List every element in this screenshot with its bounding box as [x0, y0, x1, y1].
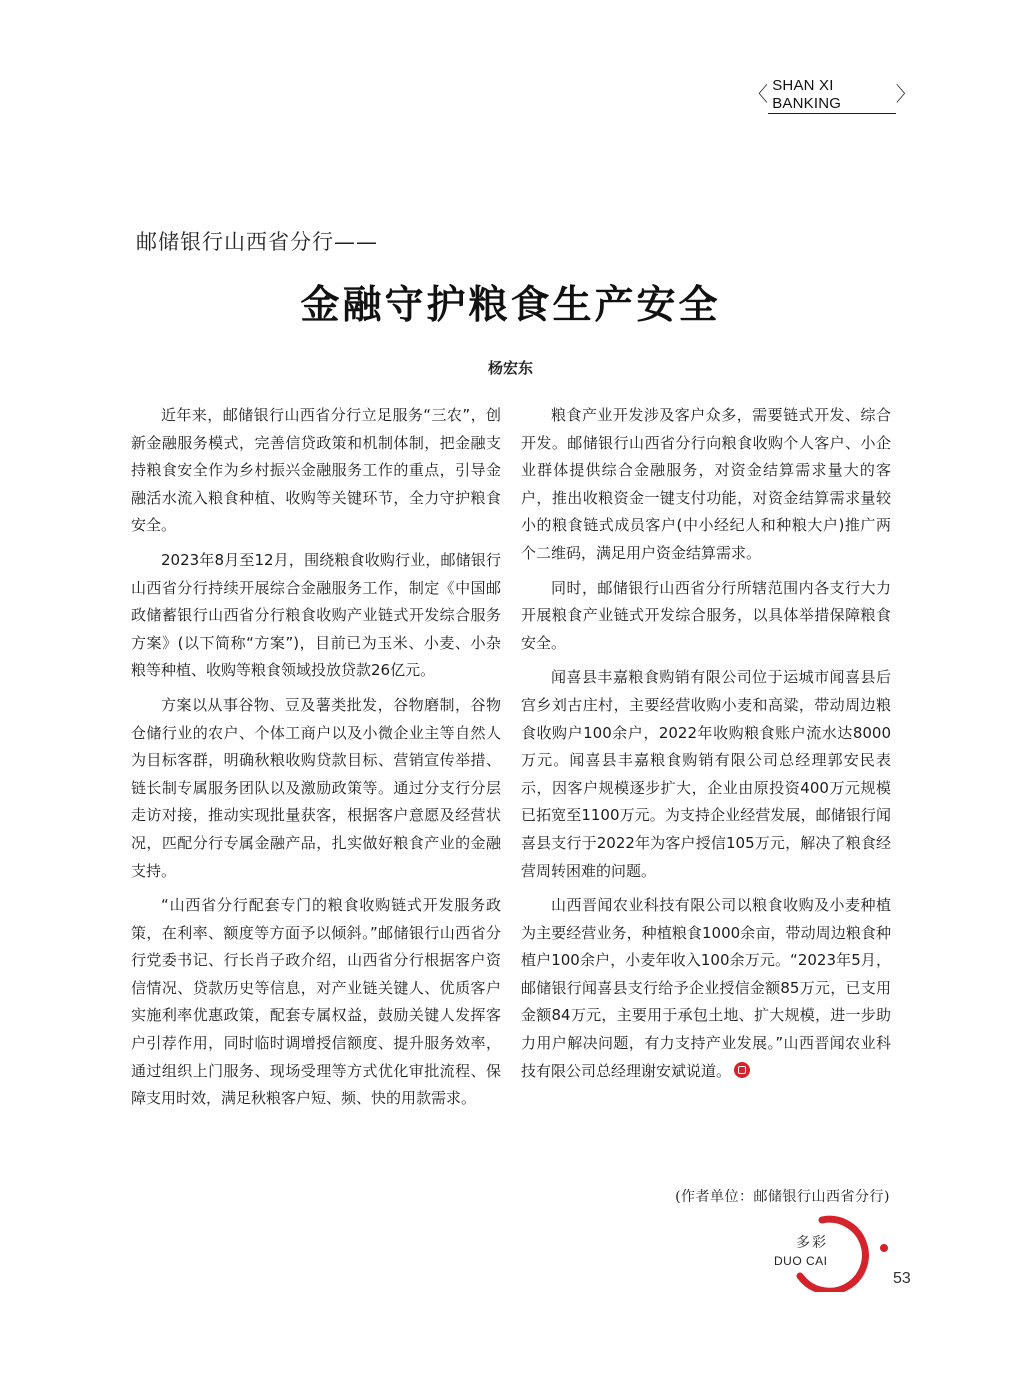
- paragraph: 近年来，邮储银行山西省分行立足服务“三农”，创新金融服务模式，完善信贷政策和机制体制，把金融支持粮食安全作为乡村振兴金融服务工作的重点，引导金融活水流入粮食种植、收购等关键环节，全力守护粮食安全。: [131, 406, 501, 535]
- paragraph: 闻喜县丰嘉粮食购销有限公司位于运城市闻喜县后宫乡刘古庄村，主要经营收购小麦和高粱，带动周边粮食收购户100余户，2022年收购粮食账户流水达8000万元。闻喜县丰嘉粮食购销有限公司总经理郭安民表示，因客户规模逐步扩大，企业由原投资400万元规模已拓宽至1100万元。为支持企业经营发展，邮储银行闻喜县支行于2022年为客户授信105万元，解决了粮食经营周转困难的问题。: [521, 668, 891, 880]
- paragraph: 2023年8月至12月，围绕粮食收购行业，邮储银行山西省分行持续开展综合金融服务工作，制定《中国邮政储蓄银行山西省分行粮食收购产业链式开发综合服务方案》(以下简称“方案”)，目前已为玉米、小麦、小杂粮等种植、收购等粮食领域投放贷款26亿元。: [131, 550, 501, 680]
- section-tag-text: SHAN XI BANKING: [768, 77, 896, 114]
- article-kicker: 邮储银行山西省分行——: [136, 230, 378, 254]
- tag-right-bracket: 〉: [895, 84, 916, 106]
- page-number: 53: [893, 1270, 911, 1287]
- author-affiliation: (作者单位：邮储银行山西省分行): [675, 1189, 890, 1205]
- article-title: 金融守护粮食生产安全: [300, 282, 721, 328]
- end-mark-icon: [734, 1062, 750, 1078]
- section-logo-en: DUO CAI: [774, 1254, 828, 1268]
- tag-left-bracket: 〈: [748, 84, 769, 106]
- paragraph: 同时，邮储银行山西省分行所辖范围内各支行大力开展粮食产业链式开发综合服务，以具体举措保障粮食安全。: [521, 578, 891, 652]
- paragraph: 方案以从事谷物、豆及薯类批发，谷物磨制，谷物仓储行业的农户、个体工商户以及小微企业主等自然人为目标客群，明确秋粮收购贷款目标、营销宣传举措、链长制专属服务团队以及激励政策等。通过分支行分层走访对接，推动实现批量获客，根据客户意愿及经营状况，匹配分行专属金融产品，扎实做好粮食产业的金融支持。: [131, 695, 501, 880]
- paragraph-last: [521, 892, 891, 1085]
- paragraph: 粮食产业开发涉及客户众多，需要链式开发、综合开发。邮储银行山西省分行向粮食收购个人客户、小企业群体提供综合金融服务，对资金结算需求量大的客户，推出收粮资金一键支付功能，对资金结算需求量较小的粮食链式成员客户(中小经纪人和种粮大户)推广两个二维码，满足用户资金结算需求。: [521, 406, 891, 562]
- section-logo-cn: 多彩: [796, 1235, 828, 1251]
- section-logo-arc-icon: [760, 1212, 900, 1292]
- paragraph-last-text: 山西晋闻农业科技有限公司以粮食收购及小麦种植为主要经营业务，种植粮食1000余亩，带动周边粮食种植户100余户，小麦年收入100余万元。“2023年5月，邮储银行闻喜县支行给予企业授信金额85万元，已支用金额84万元，主要用于承包土地、扩大规模，进一步助力用户解决问题，有力支持产业发展。”山西晋闻农业科技有限公司总经理谢安斌说道。: [521, 896, 891, 1080]
- paragraph: “山西省分行配套专门的粮食收购链式开发服务政策，在利率、额度等方面予以倾斜。”邮储银行山西省分行党委书记、行长肖子政介绍，山西省分行根据客户资信情况、贷款历史等信息，对产业链关键人、优质客户实施利率优惠政策，配套专属权益，鼓励关键人发挥客户引荐作用，同时临时调增授信额度、提升服务效率，通过组织上门服务、现场受理等方式优化审批流程、保障支用时效，满足秋粮客户短、频、快的用款需求。: [131, 896, 501, 1108]
- right-column: [521, 402, 891, 1092]
- article-author: 杨宏东: [487, 359, 533, 377]
- section-tag: [748, 76, 916, 112]
- section-logo: [760, 1212, 900, 1292]
- left-column: [131, 402, 501, 1120]
